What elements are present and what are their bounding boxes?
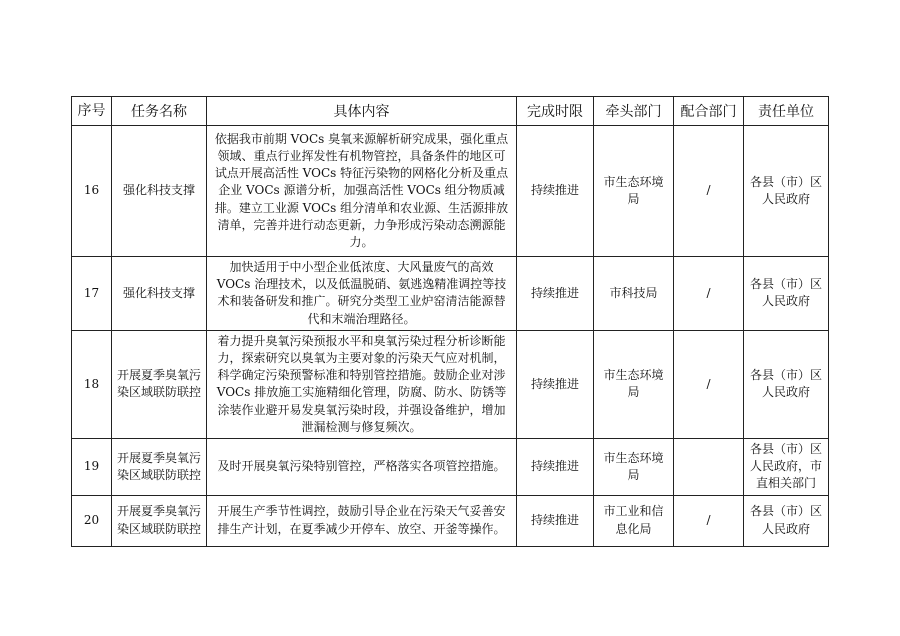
- cell-task-name: 开展夏季臭氧污染区域联防联控: [112, 330, 207, 438]
- task-table: [71, 96, 829, 547]
- cell-task-name: 强化科技支撑: [112, 257, 207, 331]
- cell-coop-dept: /: [674, 495, 744, 546]
- cell-content: 加快适用于中小型企业低浓度、大风量废气的高效 VOCs 治理技术，以及低温脱硝、氨逃逸精准调控等技术和装备研发和推广。研究分类型工业炉窑清洁能源替代和末端治理路径。: [207, 257, 517, 331]
- cell-coop-dept: /: [674, 330, 744, 438]
- cell-responsible: 各县（市）区人民政府: [744, 330, 829, 438]
- cell-content: 着力提升臭氧污染预报水平和臭氧污染过程分析诊断能力，探索研究以臭氧为主要对象的污染天气应对机制，科学确定污染预警标准和特别管控措施。鼓励企业对涉 VOCs 排放施工实施精细化管理，防腐、防水、防锈等涂装作业避开易发臭氧污染时段，并强设备维护，增加泄漏检测与修复频次。: [207, 330, 517, 438]
- table-row: [72, 330, 829, 438]
- cell-lead-dept: 市生态环境局: [594, 126, 674, 257]
- cell-task-name: 开展夏季臭氧污染区域联防联控: [112, 495, 207, 546]
- header-seq: 序号: [72, 97, 112, 126]
- header-coop-dept: 配合部门: [674, 97, 744, 126]
- cell-responsible: 各县（市）区人民政府: [744, 495, 829, 546]
- cell-seq: 19: [72, 439, 112, 496]
- cell-task-name: 开展夏季臭氧污染区域联防联控: [112, 439, 207, 496]
- table-row: [72, 495, 829, 546]
- cell-deadline: 持续推进: [517, 439, 594, 496]
- cell-content: 及时开展臭氧污染特别管控，严格落实各项管控措施。: [207, 439, 517, 496]
- cell-lead-dept: 市工业和信息化局: [594, 495, 674, 546]
- cell-deadline: 持续推进: [517, 495, 594, 546]
- cell-responsible: 各县（市）区人民政府，市直相关部门: [744, 439, 829, 496]
- cell-responsible: 各县（市）区人民政府: [744, 257, 829, 331]
- cell-deadline: 持续推进: [517, 330, 594, 438]
- cell-seq: 17: [72, 257, 112, 331]
- table-row: [72, 257, 829, 331]
- cell-seq: 16: [72, 126, 112, 257]
- cell-deadline: 持续推进: [517, 126, 594, 257]
- header-responsible: 责任单位: [744, 97, 829, 126]
- table-header-row: [72, 97, 829, 126]
- header-task-name: 任务名称: [112, 97, 207, 126]
- cell-lead-dept: 市生态环境局: [594, 330, 674, 438]
- cell-seq: 20: [72, 495, 112, 546]
- table-row: [72, 439, 829, 496]
- header-content: 具体内容: [207, 97, 517, 126]
- cell-coop-dept: /: [674, 257, 744, 331]
- header-deadline: 完成时限: [517, 97, 594, 126]
- cell-coop-dept: [674, 439, 744, 496]
- cell-lead-dept: 市生态环境局: [594, 439, 674, 496]
- cell-coop-dept: /: [674, 126, 744, 257]
- cell-task-name: 强化科技支撑: [112, 126, 207, 257]
- cell-lead-dept: 市科技局: [594, 257, 674, 331]
- cell-content: 开展生产季节性调控，鼓励引导企业在污染天气妥善安排生产计划，在夏季减少开停车、放空、开釜等操作。: [207, 495, 517, 546]
- cell-responsible: 各县（市）区人民政府: [744, 126, 829, 257]
- header-lead-dept: 牵头部门: [594, 97, 674, 126]
- cell-seq: 18: [72, 330, 112, 438]
- cell-content: 依据我市前期 VOCs 臭氧来源解析研究成果，强化重点领域、重点行业挥发性有机物管控，具备条件的地区可试点开展高活性 VOCs 特征污染物的网格化分析及重点企业 VOCs 源谱分析，加强高活性 VOCs 组分物质减排。建立工业源 VOCs 组分清单和农业源、生活源排放清单，完善并进行动态更新，力争形成污染动态溯源能力。: [207, 126, 517, 257]
- table-row: [72, 126, 829, 257]
- cell-deadline: 持续推进: [517, 257, 594, 331]
